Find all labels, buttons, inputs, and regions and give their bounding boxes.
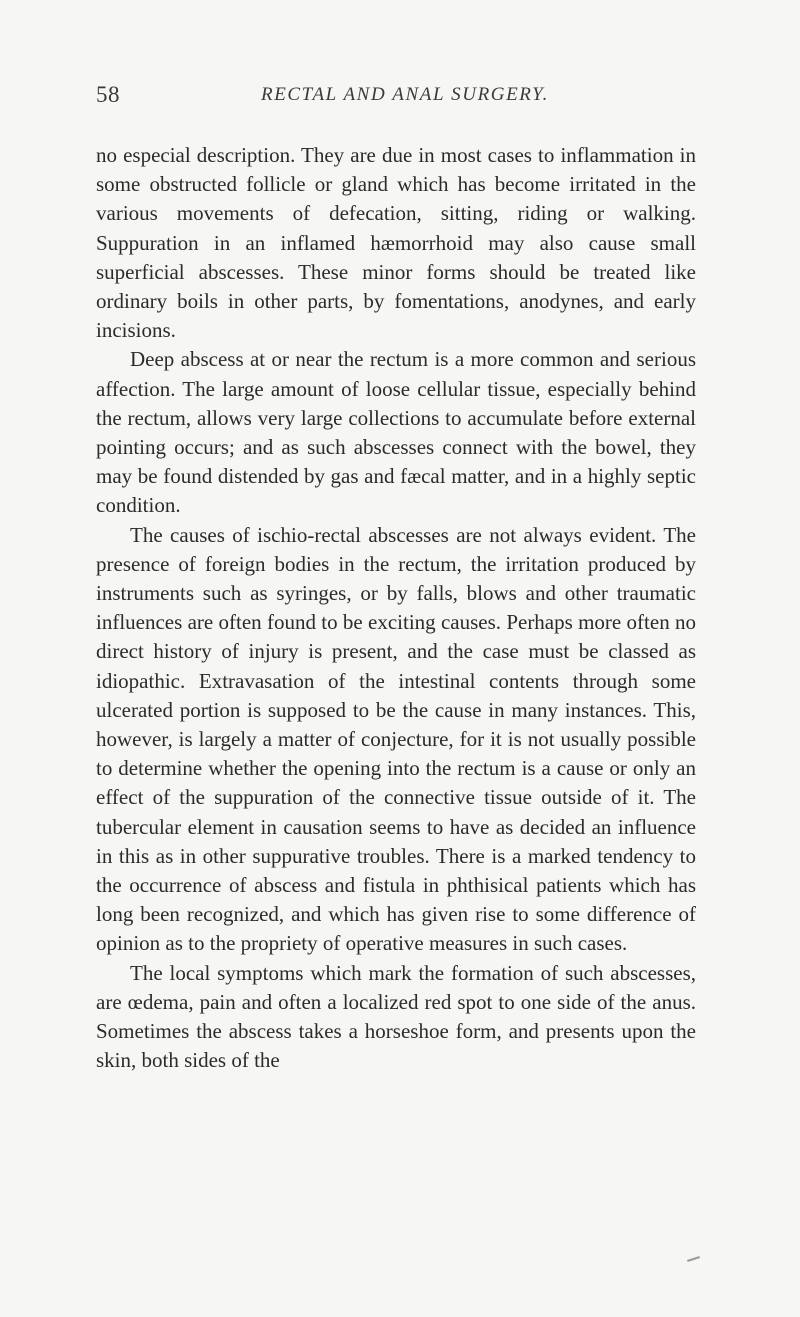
running-head xyxy=(96,82,696,112)
running-title: RECTAL AND ANAL SURGERY. xyxy=(261,84,549,105)
page-number: 58 xyxy=(96,82,120,107)
body-text xyxy=(96,141,696,1076)
paragraph-4: The local symptoms which mark the formation of such abscesses, are œdema, pain and often a localized red spot to one side of the anus. Sometimes the abscess takes a horseshoe form, and presents upon the skin, both sides of the xyxy=(96,960,696,1073)
paragraph-1: no especial description. They are due in most cases to inflammation in some obstructed follicle or gland which has become irritated in the various movements of defecation, sitting, riding or walking. Suppuration in an inflamed hæmorrhoid may also cause small superficial abscesses. These minor forms should be treated like ordinary boils in other parts, by fomentations, anodynes, and early incisions. xyxy=(96,143,696,343)
paragraph-3: The causes of ischio-rectal abscesses are not always evident. The presence of foreign bodies in the rectum, the irritation produced by instruments such as syringes, or by falls, blows and other traumatic influences are often found to be exciting causes. Perhaps more often no direct history of injury is present, and the case must be classed as idiopathic. Extravasation of the intestinal contents through some ulcerated portion is supposed to be the cause in many instances. This, however, is largely a matter of conjecture, for it is not usually possible to determine whether the opening into the rectum is a cause or only an effect of the suppuration of the connective tissue outside of it. The tubercular element in causation seems to have as decided an influence in this as in other suppurative troubles. There is a marked tendency to the occurrence of abscess and fistula in phthisical patients which has long been recognized, and which has given rise to some difference of opinion as to the propriety of operative measures in such cases. xyxy=(96,522,696,956)
scan-edge-mark xyxy=(687,1256,700,1262)
paragraph-2: Deep abscess at or near the rectum is a more common and serious affection. The large amount of loose cellular tissue, especially behind the rectum, allows very large collections to accumulate before external pointing occurs; and as such abscesses connect with the bowel, they may be found distended by gas and fæcal matter, and in a highly septic condition. xyxy=(96,347,696,518)
